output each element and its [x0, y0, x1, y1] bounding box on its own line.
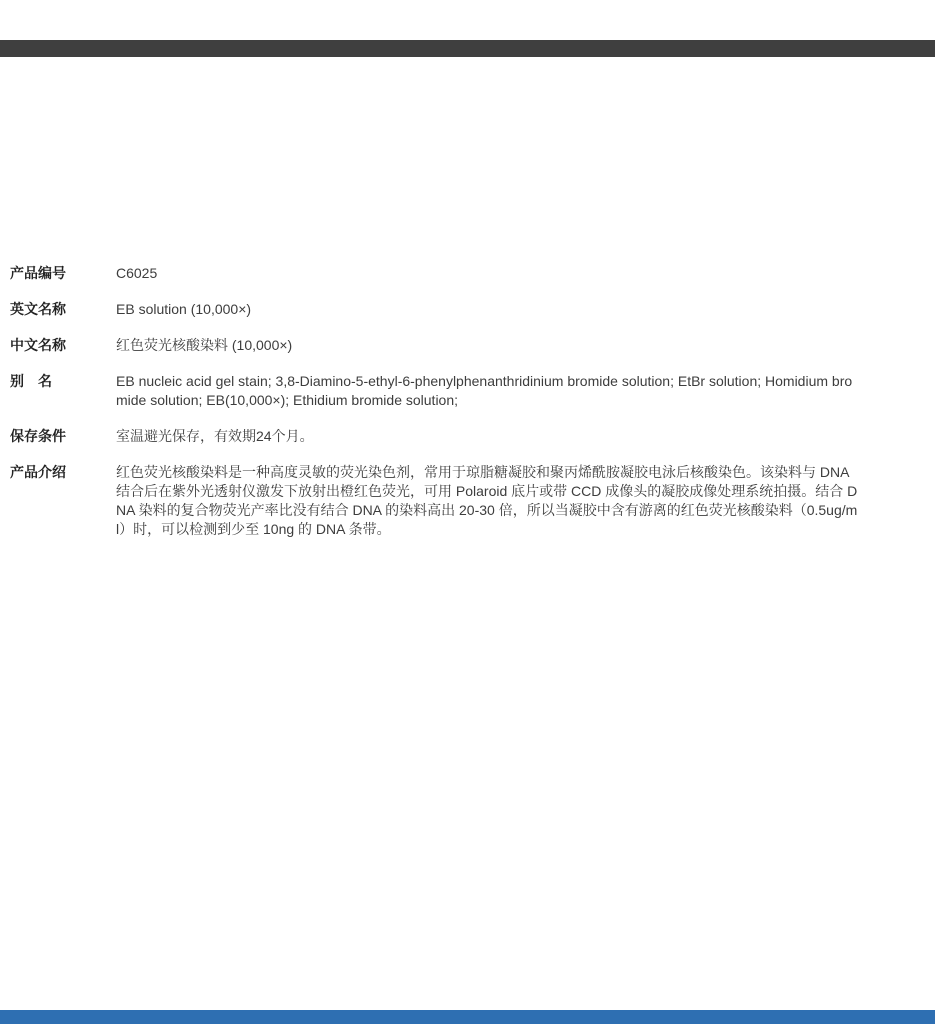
info-row-english-name	[10, 300, 922, 319]
alias-value-line-1: EB nucleic acid gel stain; 3,8-Diamino-5-ethyl-6-phenylphenanthridinium bromide solution; EtBr solution; Homidium bro	[116, 373, 853, 389]
row-value-alias	[116, 372, 922, 410]
info-row-storage	[10, 427, 922, 446]
description-line-2: 结合后在紫外光透射仪激发下放射出橙红色荧光，可用 Polaroid 底片或带 CCD 成像头的凝胶成像处理系统拍摄。结合 D	[116, 483, 858, 499]
storage-value: 室温避光保存，有效期24个月。	[116, 428, 314, 444]
product-info-table	[10, 264, 922, 556]
row-value-product-id	[116, 264, 922, 283]
description-line-4: l）时，可以检测到少至 10ng 的 DNA 条带。	[116, 521, 391, 537]
row-label-description: 产品介绍	[10, 464, 66, 480]
row-value-storage	[116, 427, 922, 446]
info-row-description	[10, 463, 922, 539]
footer-bar	[0, 1010, 935, 1024]
product-id-value: C6025	[116, 265, 158, 281]
row-value-english-name	[116, 300, 922, 319]
info-row-product-id	[10, 264, 922, 283]
row-value-description	[116, 463, 922, 539]
description-line-3: NA 染料的复合物荧光产率比没有结合 DNA 的染料高出 20-30 倍，所以当凝胶中含有游离的红色荧光核酸染料（0.5ug/m	[116, 502, 858, 518]
info-row-alias	[10, 372, 922, 410]
chinese-name-value: 红色荧光核酸染料 (10,000×)	[116, 337, 293, 353]
english-name-value: EB solution (10,000×)	[116, 301, 252, 317]
alias-value-line-2: mide solution; EB(10,000×); Ethidium bromide solution;	[116, 392, 459, 408]
row-label-storage: 保存条件	[10, 428, 66, 444]
row-label-alias: 别 名	[10, 373, 52, 389]
row-label-english-name: 英文名称	[10, 301, 66, 317]
description-line-1: 红色荧光核酸染料是一种高度灵敏的荧光染色剂，常用于琼脂糖凝胶和聚丙烯酰胺凝胶电泳后核酸染色。该染料与 DNA	[116, 464, 850, 480]
row-label-product-id: 产品编号	[10, 265, 66, 281]
row-value-chinese-name	[116, 336, 922, 355]
top-nav-bar	[0, 40, 935, 57]
row-label-chinese-name: 中文名称	[10, 337, 66, 353]
info-row-chinese-name	[10, 336, 922, 355]
